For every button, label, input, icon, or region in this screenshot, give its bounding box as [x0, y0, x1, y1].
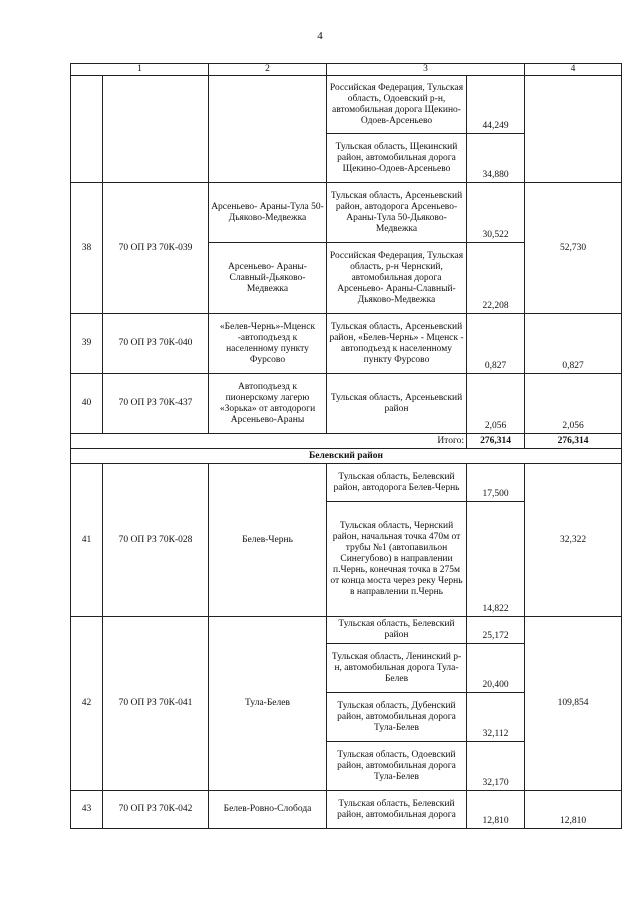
cell-code: 70 ОП РЗ 70К-028 [103, 464, 209, 617]
table-row [71, 183, 622, 243]
cell-code: 70 ОП РЗ 70К-042 [103, 791, 209, 829]
district-heading: Белевский район [71, 449, 622, 464]
cell-location: Тульская область, Арсеньевский район, «Белев-Чернь» - Мценск - автоподъезд к населенному пункту Фурсово [327, 314, 467, 374]
cell-num: 38 [71, 183, 103, 314]
cell-code: 70 ОП РЗ 70К-437 [103, 374, 209, 434]
cell-total: 2,056 [525, 374, 622, 434]
cell-name: Тула-Белев [209, 617, 327, 791]
header-col-3: 3 [327, 64, 525, 76]
roads-table [70, 63, 622, 829]
table-row [71, 76, 622, 134]
cell-code: 70 ОП РЗ 70К-039 [103, 183, 209, 314]
cell-length: 17,500 [467, 464, 525, 502]
cell-num: 40 [71, 374, 103, 434]
header-row [71, 64, 622, 76]
cell-code: 70 ОП РЗ 70К-041 [103, 617, 209, 791]
cell-num: 41 [71, 464, 103, 617]
table-row [71, 314, 622, 374]
cell-total [525, 76, 622, 183]
cell-total: 52,730 [525, 183, 622, 314]
cell-total: 0,827 [525, 314, 622, 374]
cell-length: 12,810 [467, 791, 525, 829]
cell-length: 22,208 [467, 243, 525, 314]
cell-location: Тульская область, Арсеньевский район, автодорога Арсеньево-Араны-Тула 50-Дьяково-Медвежка [327, 183, 467, 243]
page-number: 4 [317, 30, 323, 42]
table-row [71, 617, 622, 644]
cell-num: 43 [71, 791, 103, 829]
table-row [71, 374, 622, 434]
cell-code: 70 ОП РЗ 70К-040 [103, 314, 209, 374]
district-row [71, 449, 622, 464]
cell-name: Автоподъезд к пионерскому лагерю «Зорька» от автодороги Арсеньево-Араны [209, 374, 327, 434]
cell-length: 44,249 [467, 76, 525, 134]
cell-name [209, 76, 327, 183]
cell-name: Арсеньево- Араны-Тула 50-Дьяково-Медвежка [209, 183, 327, 243]
table-row [71, 791, 622, 829]
total-length: 276,314 [467, 434, 525, 449]
table-row [71, 464, 622, 502]
cell-name: «Белев-Чернь»-Мценск -автоподъезд к населенному пункту Фурсово [209, 314, 327, 374]
cell-length: 0,827 [467, 314, 525, 374]
cell-num [71, 76, 103, 183]
cell-total: 109,854 [525, 617, 622, 791]
cell-location: Тульская область, Белевский район [327, 617, 467, 644]
cell-name: Арсеньево- Араны-Славный-Дьяково-Медвежка [209, 243, 327, 314]
cell-location: Тульская область, Ленинский р-н, автомобильная дорога Тула-Белев [327, 644, 467, 693]
cell-name: Белев-Чернь [209, 464, 327, 617]
total-label: Итого: [71, 434, 467, 449]
cell-num: 42 [71, 617, 103, 791]
cell-num: 39 [71, 314, 103, 374]
cell-name: Белев-Ровно-Слобода [209, 791, 327, 829]
cell-length: 34,880 [467, 134, 525, 183]
total-row [71, 434, 622, 449]
cell-total: 12,810 [525, 791, 622, 829]
cell-length: 30,522 [467, 183, 525, 243]
cell-location: Тульская область, Дубенский район, автомобильная дорога Тула-Белев [327, 693, 467, 742]
cell-location: Тульская область, Арсеньевский район [327, 374, 467, 434]
header-col-1: 1 [71, 64, 209, 76]
total-sum: 276,314 [525, 434, 622, 449]
cell-location: Российская Федерация, Тульская область, р-н Чернский, автомобильная дорога Арсеньево- Араны-Славный-Дьяково-Медвежка [327, 243, 467, 314]
header-col-2: 2 [209, 64, 327, 76]
cell-location: Тульская область, Одоевский район, автомобильная дорога Тула-Белев [327, 742, 467, 791]
cell-location: Тульская область, Белевский район, автодорога Белев-Чернь [327, 464, 467, 502]
cell-length: 32,170 [467, 742, 525, 791]
cell-location: Российская Федерация, Тульская область, Одоевский р-н, автомобильная дорога Щекино-Одоев-Арсеньево [327, 76, 467, 134]
cell-location: Тульская область, Чернский район, начальная точка 470м от трубы №1 (автопавильон Синегубово) в направлении п.Чернь, конечная точка в 275м от конца моста через реку Чернь в направлении п.Чернь [327, 502, 467, 617]
cell-length: 25,172 [467, 617, 525, 644]
cell-length: 32,112 [467, 693, 525, 742]
cell-total: 32,322 [525, 464, 622, 617]
cell-location: Тульская область, Щекинский район, автомобильная дорога Щекино-Одоев-Арсеньево [327, 134, 467, 183]
cell-length: 2,056 [467, 374, 525, 434]
header-col-4: 4 [525, 64, 622, 76]
cell-length: 20,400 [467, 644, 525, 693]
cell-code [103, 76, 209, 183]
cell-length: 14,822 [467, 502, 525, 617]
cell-location: Тульская область, Белевский район, автомобильная дорога [327, 791, 467, 829]
